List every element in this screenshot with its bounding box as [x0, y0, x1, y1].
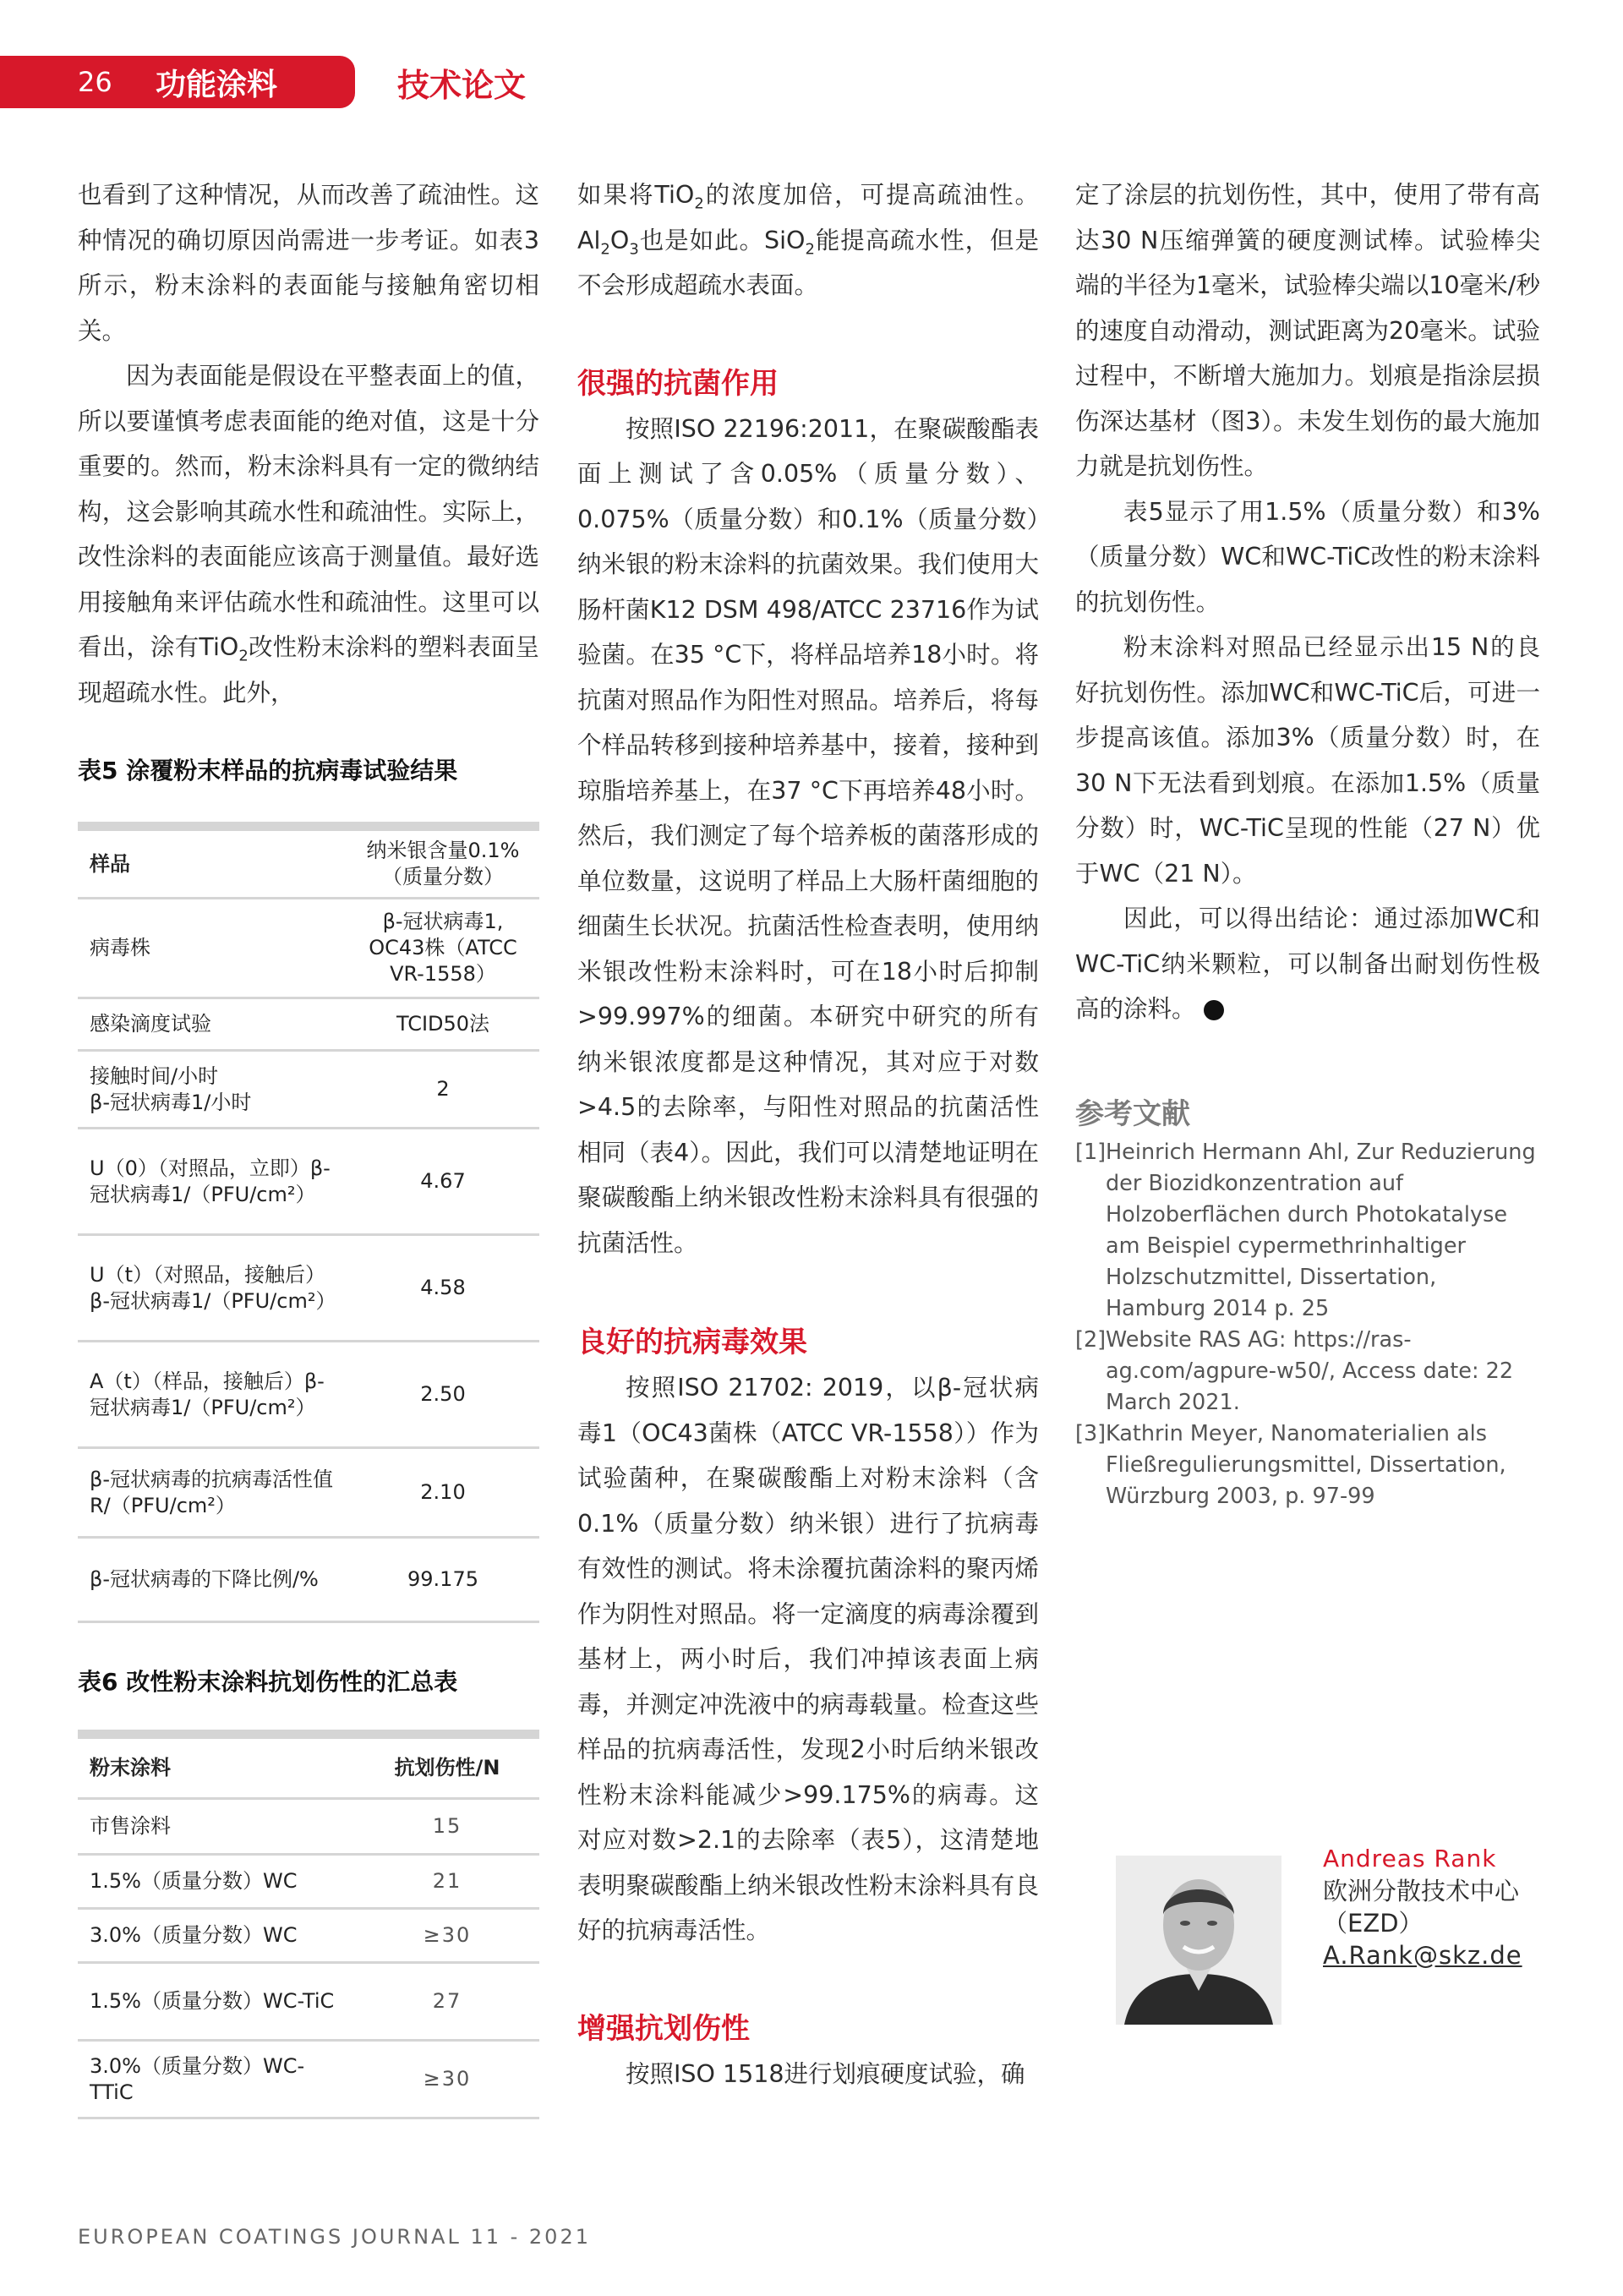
table-6 [78, 1730, 539, 2119]
table-row: A（t）（样品，接触后）β-冠状病毒1/（PFU/cm²） 2.50 [78, 1342, 539, 1448]
column-1 [78, 172, 539, 2119]
article-end-icon: ‹ [1204, 1000, 1224, 1020]
paragraph: 因为表面能是假设在平整表面上的值，所以要谨慎考虑表面能的绝对值，这是十分重要的。然而，粉末涂料具有一定的微纳结构，这会影响其疏水性和疏油性。实际上，改性涂料的表面能应该高于测量值。最好选用接触角来评估疏水性和疏油性。这里可以看出，涂有TiO$_2$改性粉末涂料的塑料表面呈现超疏水性。此外， [78, 362, 539, 707]
page-number: 26 [78, 66, 112, 98]
table-row: 感染滴度试验 TCID50法 [78, 998, 539, 1051]
table-header-cell: 粉末涂料 [90, 1756, 171, 1779]
journal-footer: EUROPEAN COATINGS JOURNAL 11 - 2021 [78, 2225, 591, 2249]
table-header-cell: 纳米银含量0.1%（质量分数） [366, 839, 520, 888]
author-organization-abbr: （EZD） [1323, 1909, 1424, 1938]
paragraph: 按照ISO 22196:2011，在聚碳酸酯表面上测试了含0.05%（质量分数）、0.075%（质量分数）和0.1%（质量分数）纳米银的粉末涂料的抗菌效果。我们使用大肠杆菌K12 DSM 498/ATCC 23716作为试验菌。在35 °C下，将样品培养18小时。将抗菌对照品作为阳性对照品。培养后，将每个样品转移到接种培养基中，接着，接种到琼脂培养基上，在37 °C下再培养48小时。然后，我们测定了每个培养板的菌落形成的单位数量，这说明了样品上大肠杆菌细胞的细菌生长状况。抗菌活性检查表明，使用纳米银改性粉末涂料时，可在18小时后抑制>99.997%的细菌。本研究中研究的所有纳米银浓度都是这种情况，其对应于对数>4.5的去除率，与阳性对照品的抗菌活性相同（表4）。因此，我们可以清楚地证明在聚碳酸酯上纳米银改性粉末涂料具有很强的抗菌活性。 [577, 414, 1039, 1257]
author-info [1323, 1843, 1522, 1971]
column-3 [1075, 172, 1540, 1512]
paragraph: 粉末涂料对照品已经显示出15 N的良好抗划伤性。添加WC和WC-TiC后，可进一步提高该值。添加3%（质量分数）时，在30 N下无法看到划痕。在添加1.5%（质量分数）时，WC-TiC呈现的性能（27 N）优于WC（21 N）。 [1075, 633, 1540, 888]
paragraph: 表5显示了用1.5%（质量分数）和3%（质量分数）WC和WC-TiC改性的粉末涂料的抗划伤性。 [1075, 497, 1540, 616]
references-list [1075, 1137, 1540, 1512]
table-5-caption: 表5 涂覆粉末样品的抗病毒试验结果 [78, 757, 458, 784]
table-row: β-冠状病毒的下降比例/% 99.175 [78, 1538, 539, 1622]
section-banner [0, 56, 355, 108]
references-heading: 参考文献 [1075, 1096, 1190, 1131]
table-row: 接触时间/小时 β-冠状病毒1/小时 2 [78, 1051, 539, 1129]
table-row: 病毒株 β-冠状病毒1, OC43株（ATCC VR-1558） [78, 899, 539, 998]
paragraph: 按照ISO 21702: 2019，以β-冠状病毒1（OC43菌株（ATCC VR-1558））作为试验菌种，在聚碳酸酯上对粉末涂料（含0.1%（质量分数）纳米银）进行了抗病毒有效性的测试。将未涂覆抗菌涂料的聚丙烯作为阴性对照品。将一定滴度的病毒涂覆到基材上，两小时后，我们冲掉该表面上病毒，并测定冲洗液中的病毒载量。检查这些样品的抗病毒活性，发现2小时后纳米银改性粉末涂料能减少>99.175%的病毒。这对应对数>2.1的去除率（表5），这清楚地表明聚碳酸酯上纳米银改性粉末涂料具有良好的抗病毒活性。 [577, 1374, 1039, 1944]
category-label: 技术论文 [397, 67, 527, 104]
table-row: β-冠状病毒的抗病毒活性值R/（PFU/cm²） 2.10 [78, 1448, 539, 1538]
paragraph: 定了涂层的抗划伤性，其中，使用了带有高达30 N压缩弹簧的硬度测试棒。试验棒尖端的半径为1毫米，试验棒尖端以10毫米/秒的速度自动滑动，测试距离为20毫米。试验过程中，不断增大施加力。划痕是指涂层损伤深达基材（图3）。未发生划伤的最大施加力就是抗划伤性。 [1075, 181, 1540, 480]
section-heading: 良好的抗病毒效果 [577, 1326, 807, 1359]
section-heading: 增强抗划伤性 [577, 2011, 750, 2046]
paragraph: 也看到了这种情况，从而改善了疏油性。这种情况的确切原因尚需进一步考证。如表3所示，粉末涂料的表面能与接触角密切相关。 [78, 181, 539, 345]
column-2 [577, 172, 1039, 2096]
reference-item: [1] Heinrich Hermann Ahl, Zur Reduzierung der Biozidkonzentration auf Holzoberflächen durch Photokatalyse am Beispiel cypermethrinhaltiger Holzschutzmittel, Dissertation, Hamburg 2014 p. 25 [1075, 1139, 1536, 1321]
author-name: Andreas Rank [1323, 1845, 1497, 1872]
table-row: U（t）（对照品，接触后）β-冠状病毒1/（PFU/cm²） 4.58 [78, 1235, 539, 1342]
table-row: 3.0%（质量分数）WC-TTiC ≥30 [78, 2041, 539, 2118]
author-photo [1116, 1856, 1281, 2025]
author-organization: 欧洲分散技术中心 [1323, 1877, 1520, 1905]
table-header-cell: 样品 [90, 851, 130, 876]
reference-item: [3] Kathrin Meyer, Nanomaterialien als Fließregulierungsmittel, Dissertation, Würzburg 2003, p. 97-99 [1075, 1420, 1506, 1509]
table-row: 市售涂料 15 [78, 1799, 539, 1855]
table-6-caption: 表6 改性粉末涂料抗划伤性的汇总表 [78, 1668, 458, 1696]
section-heading: 很强的抗菌作用 [577, 366, 779, 401]
reference-item: [2] Website RAS AG: https://ras-ag.com/agpure-w50/, Access date: 22 March 2021. [1075, 1326, 1514, 1415]
author-email-link[interactable]: A.Rank@skz.de [1323, 1941, 1522, 1970]
paragraph: 如果将TiO$_2$的浓度加倍，可提高疏油性。$Al_2O_3$也是如此。SiO$_2$能提高疏水性，但是不会形成超疏水表面。 [577, 181, 1039, 299]
table-5 [78, 822, 539, 1623]
paragraph: 按照ISO 1518进行划痕硬度试验，确 [626, 2059, 1025, 2088]
section-title: 功能涂料 [156, 67, 278, 102]
table-row: 3.0%（质量分数）WC ≥30 [78, 1909, 539, 1963]
paragraph: 因此，可以得出结论：通过添加WC和WC-TiC纳米颗粒，可以制备出耐划伤性极高的涂料。 ‹ [1075, 905, 1540, 1023]
table-row: 1.5%（质量分数）WC 21 [78, 1855, 539, 1909]
table-header-cell: 抗划伤性/N [394, 1756, 500, 1779]
table-row: 1.5%（质量分数）WC-TiC 27 [78, 1963, 539, 2041]
table-row: U（0）（对照品，立即）β-冠状病毒1/（PFU/cm²） 4.67 [78, 1129, 539, 1235]
